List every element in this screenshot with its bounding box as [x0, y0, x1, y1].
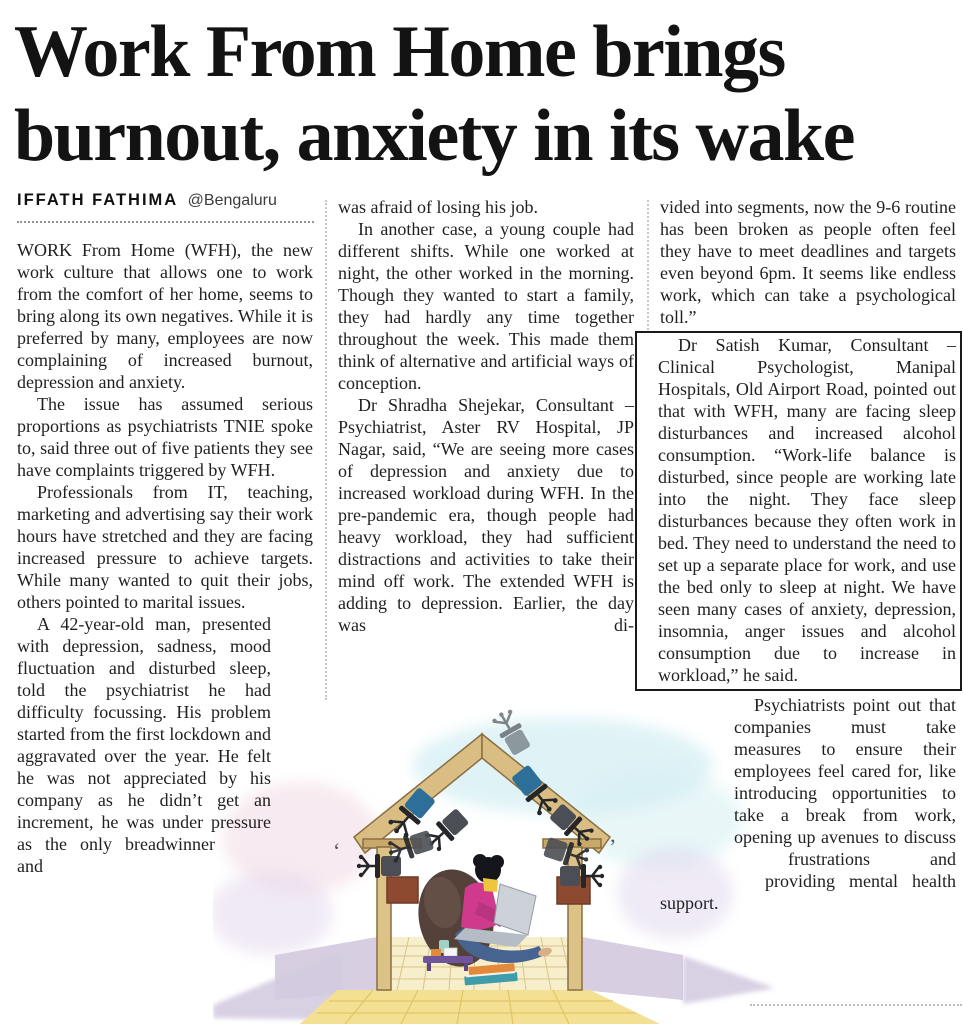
paragraph: WORK From Home (WFH), the new work culture that allows one to work from the comfort of her home, seems to bring along its own negatives. While it is preferred by many, employees are now complaining of increased burnout, depression and anxiety.: [17, 240, 313, 392]
column-gutter-rule-1: [325, 200, 327, 700]
text-wrap-spacer: [161, 855, 313, 877]
text-wrap-spacer: [215, 833, 313, 855]
eave-fleck-left: ‘: [333, 838, 341, 863]
paragraph: In another case, a young couple had different shifts. While one worked at night, the other worked in the morning. Though they wanted to start a family, they had hardly any time together throughout the week. This made them think of alternative and artificial ways of conception.: [338, 219, 634, 393]
paragraph: The issue has assumed serious proportions as psychiatrists TNIE spoke to, said three out of five patients they see have complaints triggered by WFH.: [17, 394, 313, 480]
stool: [423, 956, 473, 963]
boxed-paragraph: Dr Satish Kumar, Consultant – Clinical Psychologist, Manipal Hospitals, Old Airport Road, pointed out that with WFH, many are facing sleep disturbances and increased alcohol consumption. “Work-life balance is disturbed, since people are working late into the night. They face sleep disturbances because they often work in bed. They need to understand the need to set up a separate place for work, and use the bed only to sleep at night. We have seen many cases of anxiety, depression, insomnia, anger issues and alcohol consumption due to increase in workload,” he said.: [658, 335, 956, 685]
byline-location: @Bengaluru: [187, 192, 277, 209]
byline: [17, 191, 315, 210]
text-column-3: [660, 196, 956, 914]
paragraph: Professionals from IT, teaching, marketing and advertising say their work hours have stretched and they are facing increased pressure to achieve targets. While many wanted to quit their jobs, others pointed to marital issues.: [17, 482, 313, 612]
paragraph: vided into segments, now the 9-6 routine has been broken as people often feel they have to meet deadlines and targets even beyond 6pm. It seems like endless work, which can take a psychological toll.”: [660, 197, 956, 327]
paragraph: Dr Shradha Shejekar, Consultant – Psychiatrist, Aster RV Hospital, JP Nagar, said, “We are seeing more cases of depression and anxiety due to increased workload during WFH. In the pre-pandemic era, though people had heavy workload, they had sufficient distractions and activities to take their mind off work. The extended WFH is adding to depression. Earlier, the day was di-: [338, 395, 634, 635]
paragraph: was afraid of losing his job.: [338, 197, 538, 217]
headline-line-2: burnout, anxiety in its wake: [14, 95, 854, 177]
text-wrap-spacer: [660, 826, 734, 848]
laptop-screen: [494, 884, 536, 935]
byline-dotted-rule: [17, 221, 314, 223]
eave-fleck-right: ’: [609, 834, 617, 859]
text-wrap-spacer: [271, 811, 313, 833]
paragraph: A 42-year-old man, presented with depression, sadness, mood fluctuation and disturbed sleep, told the psychiatrist he had difficulty focussing. His problem started from the first lockdown and aggravated over the year. He felt he was not appreciated by his company as he didn’t get an increment, he was under pressure as the only breadwinner and: [17, 613, 313, 877]
pull-quote-box: [635, 331, 962, 691]
column-gutter-rule-2: [647, 200, 649, 346]
text-column-1: [17, 239, 313, 877]
byline-author: IFFATH FATHIMA: [17, 191, 179, 209]
article-headline: [14, 10, 964, 178]
text-wrap-spacer: [660, 870, 765, 892]
paragraph: Psychiatrists point out that companies must take measures to ensure their employees feel cared for, like introducing opportunities to take a break from work, opening up avenues to discuss frustrations and providing mental health support.: [660, 695, 956, 913]
text-wrap-spacer: [660, 848, 788, 870]
text-column-2: [338, 196, 634, 636]
headline-line-1: Work From Home brings: [14, 11, 785, 93]
face-mask: [483, 878, 498, 892]
